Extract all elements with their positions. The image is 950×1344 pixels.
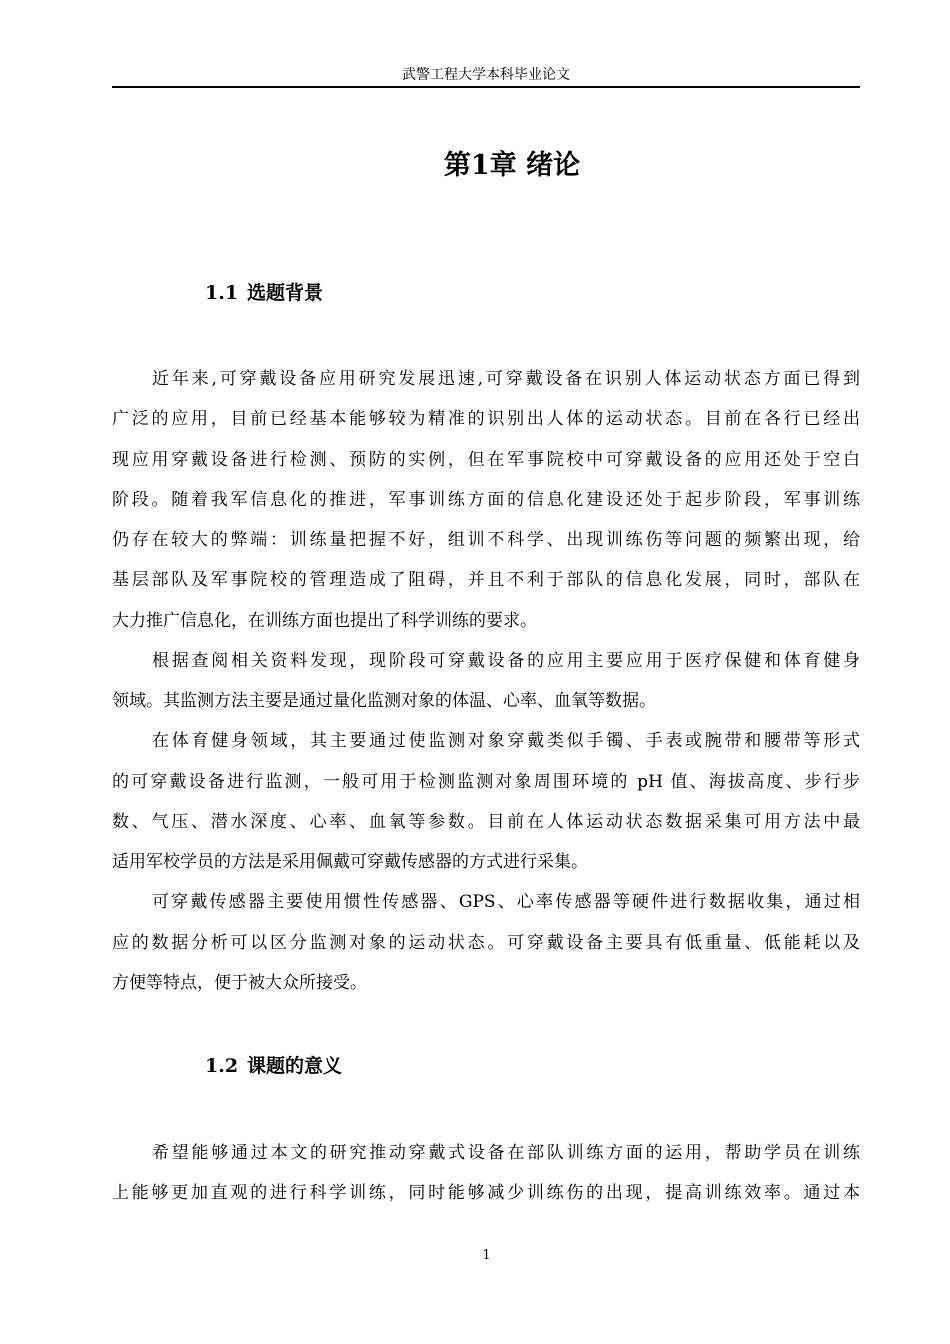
section-heading-1-2: [205, 1052, 342, 1080]
section-1-2-body: [112, 1133, 860, 1214]
text-line: 大力推广信息化，在训练方面也提出了科学训练的要求。: [112, 610, 537, 631]
text-line: 的可穿戴设备进行监测，一般可用于检测监测对象周围环境的 pH 值、海拔高度、步行步: [112, 771, 860, 792]
paragraph: [112, 1133, 860, 1214]
text-line: 现应用穿戴设备进行检测、预防的实例，但在军事院校中可穿戴设备的应用还处于空白: [112, 449, 860, 470]
section-title: 课题的意义: [247, 1055, 343, 1077]
text-line: 数、气压、潜水深度、心率、血氧等参数。目前在人体运动状态数据采集可用方法中最: [112, 811, 860, 832]
text-line: 方便等特点，便于被大众所接受。: [112, 972, 367, 993]
section-1-1-body: [112, 359, 860, 1003]
paragraph: [112, 359, 860, 641]
text-line: 上能够更加直观的进行科学训练，同时能够减少训练伤的出现，提高训练效率。通过本: [112, 1183, 860, 1204]
section-title: 选题背景: [247, 282, 324, 304]
text-line: 在体育健身领域，其主要通过使监测对象穿戴类似手镯、手表或腕带和腰带等形式: [152, 731, 860, 752]
page-number: 1: [482, 1248, 491, 1263]
section-number: 1.2: [205, 1055, 239, 1077]
text-line: 希望能够通过本文的研究推动穿戴式设备在部队训练方面的运用，帮助学员在训练: [152, 1143, 860, 1163]
text-line: 近年来,可穿戴设备应用研究发展迅速,可穿戴设备在识别人体运动状态方面已得到: [152, 369, 860, 389]
text-line: 领域。其监测方法主要是通过量化监测对象的体温、心率、血氧等数据。: [112, 691, 656, 711]
text-line: 基层部队及军事院校的管理造成了阻碍，并且不利于部队的信息化发展，同时，部队在: [112, 570, 860, 591]
text-line: 可穿戴传感器主要使用惯性传感器、GPS、心率传感器等硬件进行数据收集，通过相: [152, 892, 860, 913]
text-line: 阶段。随着我军信息化的推进，军事训练方面的信息化建设还处于起步阶段，军事训练: [112, 489, 860, 510]
text-line: 仍存在较大的弊端：训练量把握不好，组训不科学、出现训练伤等问题的频繁出现，给: [112, 530, 860, 550]
section-number: 1.1: [205, 282, 239, 304]
text-line: 适用军校学员的方法是采用佩戴可穿戴传感器的方式进行采集。: [112, 852, 588, 872]
paragraph: [112, 882, 860, 1003]
text-line: 应的数据分析可以区分监测对象的运动状态。可穿戴设备主要具有低重量、低能耗以及: [112, 932, 860, 953]
text-line: 根据查阅相关资料发现，现阶段可穿戴设备的应用主要应用于医疗保健和体育健身: [152, 650, 860, 671]
text-line: 广泛的应用，目前已经基本能够较为精准的识别出人体的运动状态。目前在各行已经出: [112, 409, 860, 430]
page-header: [112, 64, 860, 88]
paragraph: [112, 721, 860, 882]
section-heading-1-1: [205, 279, 323, 307]
paragraph: [112, 641, 860, 722]
header-title: 武警工程大学本科毕业论文: [402, 67, 570, 83]
chapter-title: 第1章 绪论: [443, 150, 581, 181]
